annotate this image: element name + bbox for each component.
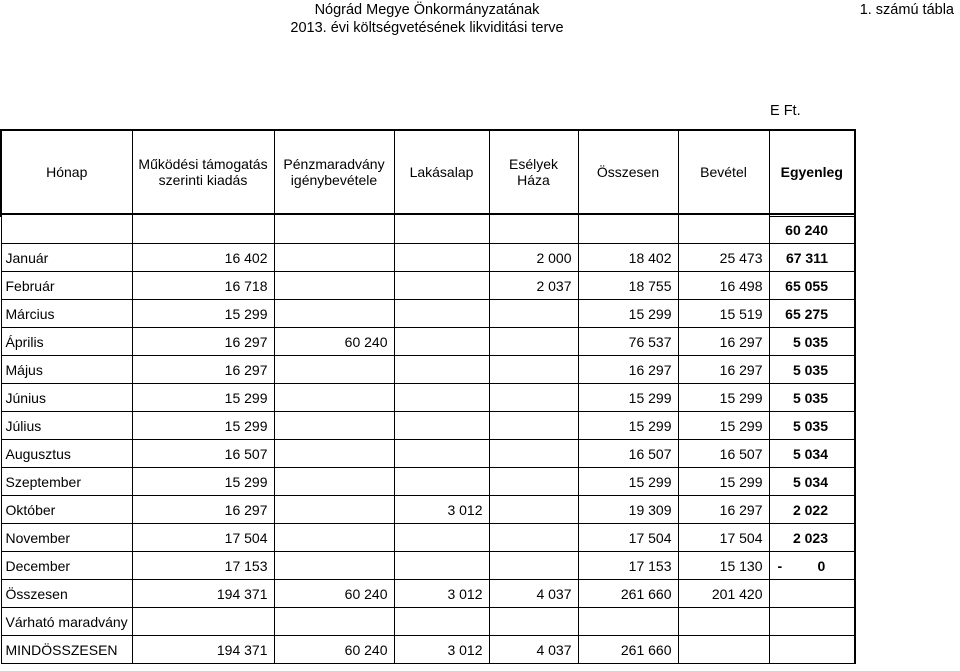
row-label: December — [1, 552, 132, 580]
row-label: Várható maradvány — [1, 608, 132, 636]
cell-housing-fund: 3 012 — [394, 496, 489, 524]
row-label: Június — [1, 384, 132, 412]
cell-operating-expense: 15 299 — [132, 300, 274, 328]
cell-residual-use — [274, 300, 394, 328]
cell-opportunity-house: 4 037 — [489, 636, 578, 664]
cell-revenue: 16 498 — [678, 272, 769, 300]
cell-total: 17 504 — [578, 524, 678, 552]
cell-opportunity-house — [489, 328, 578, 356]
cell-opportunity-house — [489, 384, 578, 412]
row-label: November — [1, 524, 132, 552]
cell-revenue: 15 130 — [678, 552, 769, 580]
cell-total — [578, 608, 678, 636]
col-header-residual-use: Pénzmaradvány igénybevétele — [274, 130, 394, 214]
cell-operating-expense: 16 402 — [132, 244, 274, 272]
table-row — [1, 356, 855, 384]
row-label: Február — [1, 272, 132, 300]
liquidity-table — [0, 129, 856, 664]
cell-balance: 2 022 — [769, 496, 855, 524]
cell-balance: 67 311 — [769, 244, 855, 272]
cell-residual-use — [274, 412, 394, 440]
cell-revenue: 201 420 — [678, 580, 769, 608]
cell-total: 76 537 — [578, 328, 678, 356]
cell-total: 15 299 — [578, 384, 678, 412]
cell-operating-expense: 15 299 — [132, 384, 274, 412]
cell-operating-expense: 15 299 — [132, 412, 274, 440]
cell-revenue: 16 297 — [678, 356, 769, 384]
header-row — [1, 130, 855, 214]
cell-revenue — [678, 608, 769, 636]
cell-revenue: 15 299 — [678, 412, 769, 440]
col-header-month: Hónap — [1, 130, 132, 214]
row-label: Október — [1, 496, 132, 524]
col-header-operating-expense: Működési támogatás szerinti kiadás — [132, 130, 274, 214]
cell-total: 261 660 — [578, 636, 678, 664]
balance-sign: - — [777, 557, 783, 574]
cell-total: 19 309 — [578, 496, 678, 524]
cell-housing-fund — [394, 552, 489, 580]
table-row — [1, 468, 855, 496]
cell-total: 15 299 — [578, 412, 678, 440]
opening-balance: 60 240 — [769, 217, 855, 244]
cell-residual-use — [274, 356, 394, 384]
cell-housing-fund — [394, 412, 489, 440]
col-header-total: Összesen — [578, 130, 678, 214]
cell-total: 16 297 — [578, 356, 678, 384]
cell-revenue: 15 519 — [678, 300, 769, 328]
cell-balance: 65 055 — [769, 272, 855, 300]
cell-revenue: 25 473 — [678, 244, 769, 272]
cell-balance: 5 035 — [769, 412, 855, 440]
col-header-revenue: Bevétel — [678, 130, 769, 214]
table-row — [1, 524, 855, 552]
row-label: Augusztus — [1, 440, 132, 468]
cell-residual-use: 60 240 — [274, 580, 394, 608]
table-row — [1, 272, 855, 300]
cell-revenue: 16 297 — [678, 496, 769, 524]
cell-operating-expense: 16 297 — [132, 496, 274, 524]
table-row — [1, 300, 855, 328]
cell-housing-fund — [394, 244, 489, 272]
cell-housing-fund — [394, 356, 489, 384]
cell-opportunity-house — [489, 552, 578, 580]
cell-balance — [769, 580, 855, 608]
table-row — [1, 552, 855, 580]
cell-housing-fund — [394, 524, 489, 552]
cell-operating-expense: 15 299 — [132, 468, 274, 496]
row-label: Április — [1, 328, 132, 356]
cell-housing-fund — [394, 300, 489, 328]
table-row — [1, 636, 855, 664]
cell-operating-expense: 17 153 — [132, 552, 274, 580]
cell-opportunity-house: 2 000 — [489, 244, 578, 272]
cell-total: 15 299 — [578, 468, 678, 496]
table-row — [1, 440, 855, 468]
table-number: 1. számú tábla — [859, 2, 954, 18]
cell-housing-fund — [394, 468, 489, 496]
cell-operating-expense: 17 504 — [132, 524, 274, 552]
cell-total: 261 660 — [578, 580, 678, 608]
cell-opportunity-house: 4 037 — [489, 580, 578, 608]
cell-residual-use — [274, 552, 394, 580]
cell-opportunity-house — [489, 356, 578, 384]
cell-residual-use — [274, 468, 394, 496]
cell-opportunity-house: 2 037 — [489, 272, 578, 300]
cell-residual-use — [274, 272, 394, 300]
cell-housing-fund — [394, 608, 489, 636]
cell-residual-use: 60 240 — [274, 328, 394, 356]
cell-total: 16 507 — [578, 440, 678, 468]
row-label: MINDÖSSZESEN — [1, 636, 132, 664]
cell-revenue: 16 297 — [678, 328, 769, 356]
col-header-housing-fund: Lakásalap — [394, 130, 489, 214]
cell-operating-expense: 194 371 — [132, 580, 274, 608]
cell-operating-expense: 16 718 — [132, 272, 274, 300]
cell-balance: 5 035 — [769, 384, 855, 412]
cell-opportunity-house — [489, 412, 578, 440]
cell-revenue: 15 299 — [678, 384, 769, 412]
cell-balance: 5 034 — [769, 440, 855, 468]
cell-residual-use — [274, 244, 394, 272]
cell-total: 17 153 — [578, 552, 678, 580]
cell-operating-expense: 16 297 — [132, 356, 274, 384]
table-row — [1, 412, 855, 440]
row-label: Március — [1, 300, 132, 328]
cell-balance: 2 023 — [769, 524, 855, 552]
cell-housing-fund — [394, 440, 489, 468]
cell-opportunity-house — [489, 524, 578, 552]
row-label: Összesen — [1, 580, 132, 608]
cell-residual-use — [274, 496, 394, 524]
cell-total: 15 299 — [578, 300, 678, 328]
table-row — [1, 384, 855, 412]
cell-total: 18 755 — [578, 272, 678, 300]
cell-revenue — [678, 636, 769, 664]
cell-balance: 5 035 — [769, 328, 855, 356]
cell-balance — [769, 636, 855, 664]
table-row — [1, 244, 855, 272]
cell-balance: 65 275 — [769, 300, 855, 328]
balance-value: 0 — [817, 557, 826, 574]
cell-residual-use — [274, 384, 394, 412]
cell-residual-use — [274, 440, 394, 468]
cell-balance — [769, 608, 855, 636]
cell-balance: 5 034 — [769, 468, 855, 496]
col-header-opportunity-house: Esélyek Háza — [489, 130, 578, 214]
cell-operating-expense: 16 297 — [132, 328, 274, 356]
cell-housing-fund: 3 012 — [394, 636, 489, 664]
cell-opportunity-house — [489, 440, 578, 468]
cell-operating-expense — [132, 608, 274, 636]
table-row — [1, 496, 855, 524]
cell-residual-use — [274, 524, 394, 552]
cell-operating-expense: 16 507 — [132, 440, 274, 468]
document-subtitle: 2013. évi költségvetésének likviditási terve — [290, 20, 564, 36]
cell-housing-fund — [394, 384, 489, 412]
cell-residual-use: 60 240 — [274, 636, 394, 664]
cell-operating-expense: 194 371 — [132, 636, 274, 664]
cell-opportunity-house — [489, 300, 578, 328]
row-label: Május — [1, 356, 132, 384]
table-row — [1, 328, 855, 356]
unit-label: E Ft. — [770, 103, 801, 119]
cell-housing-fund: 3 012 — [394, 580, 489, 608]
row-label: Január — [1, 244, 132, 272]
cell-balance — [769, 552, 855, 580]
cell-revenue: 16 507 — [678, 440, 769, 468]
cell-revenue: 17 504 — [678, 524, 769, 552]
row-label: Július — [1, 412, 132, 440]
cell-housing-fund — [394, 328, 489, 356]
cell-balance: 5 035 — [769, 356, 855, 384]
cell-opportunity-house — [489, 608, 578, 636]
cell-opportunity-house — [489, 468, 578, 496]
cell-housing-fund — [394, 272, 489, 300]
document-title: Nógrád Megye Önkormányzatának — [314, 2, 540, 18]
col-header-balance: Egyenleg — [769, 130, 855, 214]
cell-total: 18 402 — [578, 244, 678, 272]
table-row — [1, 608, 855, 636]
cell-residual-use — [274, 608, 394, 636]
cell-revenue: 15 299 — [678, 468, 769, 496]
cell-opportunity-house — [489, 496, 578, 524]
row-label: Szeptember — [1, 468, 132, 496]
table-row — [1, 580, 855, 608]
opening-balance-row — [1, 217, 855, 244]
